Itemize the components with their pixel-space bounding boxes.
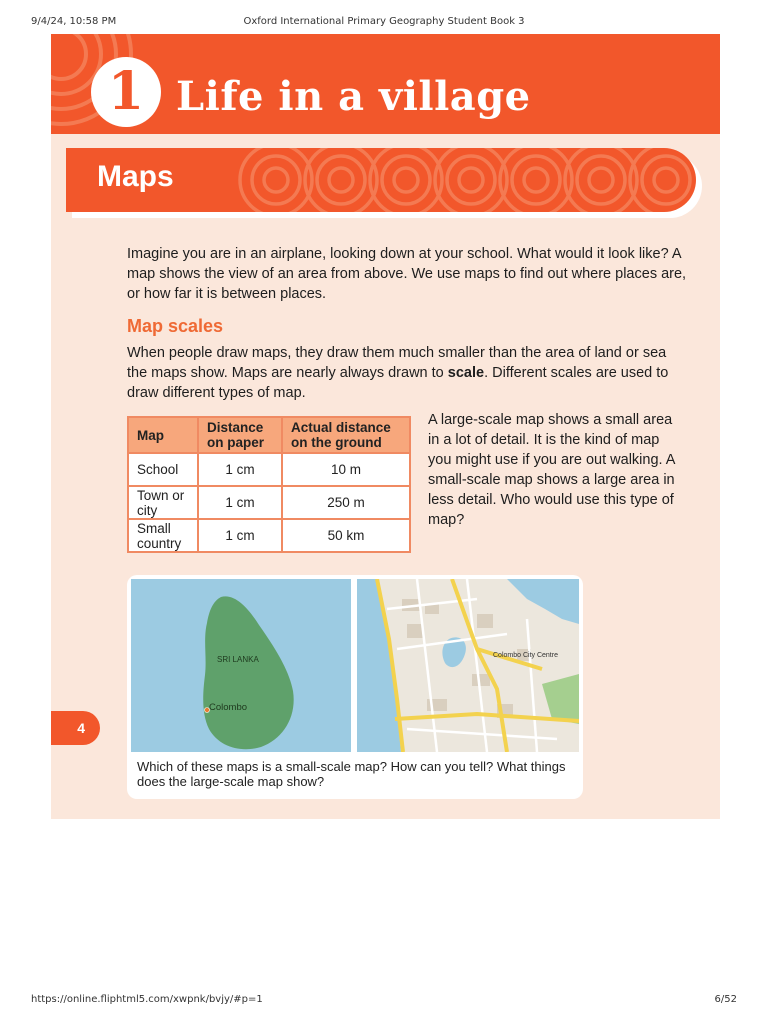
map-scales-paragraph	[127, 343, 687, 403]
table-cell-map: Town or city	[128, 486, 198, 519]
table-row	[128, 519, 410, 552]
scale-term: scale	[447, 365, 485, 381]
chapter-title: Life in a village	[176, 73, 531, 120]
section-title: Maps	[97, 160, 174, 193]
table-header-map: Map	[128, 417, 198, 453]
map-caption: Which of these maps is a small-scale map? How can you tell? What things does the large-scale map show?	[137, 759, 566, 789]
map-scales-heading: Map scales	[127, 316, 224, 336]
chapter-number: 1	[107, 61, 145, 122]
book-page	[51, 34, 720, 819]
scales-text-before: When people draw maps, they draw them much smaller than the area of land or sea the maps show. Maps are nearly always drawn to	[127, 345, 667, 381]
table-header-distance-paper: Distance on paper	[198, 417, 282, 453]
table-cell-ground: 10 m	[282, 453, 410, 486]
label-sri-lanka: SRI LANKA	[217, 655, 259, 664]
scale-table	[127, 416, 411, 553]
large-scale-map	[357, 579, 579, 752]
table-row	[128, 486, 410, 519]
sri-lanka-island-icon	[131, 579, 351, 752]
table-cell-map: School	[128, 453, 198, 486]
table-row	[128, 453, 410, 486]
table-cell-paper: 1 cm	[198, 486, 282, 519]
label-colombo: Colombo	[209, 702, 248, 713]
table-cell-ground: 250 m	[282, 486, 410, 519]
scale-explanation: A large-scale map shows a small area in a lot of detail. It is the kind of map you might use if you are out walking. A small-scale map shows a large area in less detail. Who would use this type of map?	[428, 412, 675, 528]
table-cell-ground: 50 km	[282, 519, 410, 552]
print-header	[0, 16, 768, 30]
table-header-actual-distance: Actual distance on the ground	[282, 417, 410, 453]
scales-text-after: . Different scales are used to draw different types of map.	[127, 365, 669, 401]
print-doc-title: Oxford International Primary Geography Student Book 3	[243, 16, 525, 27]
small-scale-map	[131, 579, 351, 752]
map-comparison-card	[127, 575, 583, 799]
print-date: 9/4/24, 10:58 PM	[31, 16, 117, 27]
page-url: https://online.fliphtml5.com/xwpnk/bvjy/#p=1	[31, 994, 263, 1005]
page-number-tab	[51, 711, 100, 745]
table-cell-paper: 1 cm	[198, 519, 282, 552]
table-cell-paper: 1 cm	[198, 453, 282, 486]
chapter-banner	[51, 34, 720, 134]
page-count: 6/52	[714, 994, 737, 1005]
city-street-map-icon	[357, 579, 579, 752]
intro-paragraph: Imagine you are in an airplane, looking down at your school. What would it look like? A map shows the view of an area from above. We use maps to find out where places are, or how far it is between places.	[127, 246, 687, 302]
table-cell-map: Small country	[128, 519, 198, 552]
page-number: 4	[77, 720, 85, 736]
section-header	[66, 148, 696, 212]
print-footer	[0, 994, 768, 1008]
label-colombo-city-centre: Colombo City Centre	[493, 652, 558, 659]
chapter-badge	[91, 57, 161, 127]
table-header-row	[128, 417, 410, 453]
